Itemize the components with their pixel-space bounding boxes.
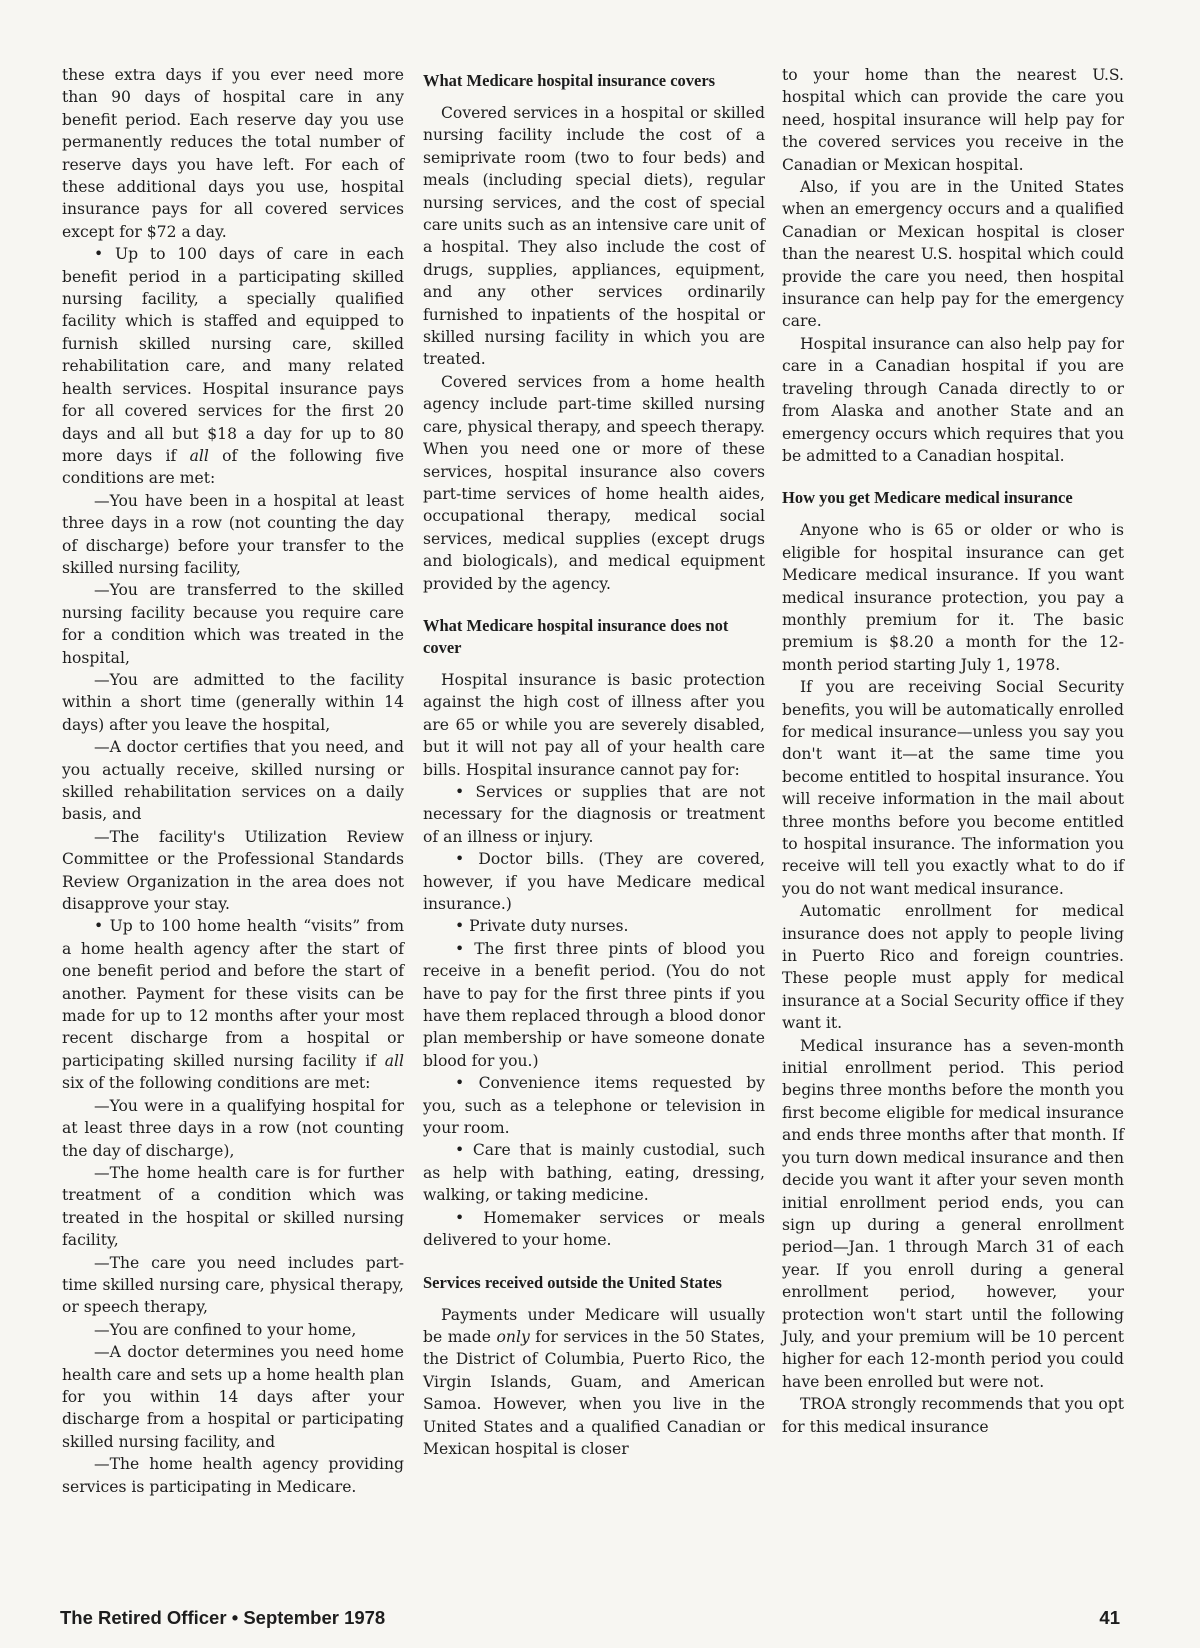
paragraph: Hospital insurance is basic protection against the high cost of illness after you are 65 or while you are severely disabled, but it will not pay all of your health care bills. Hospital insurance cannot pay for: [423, 670, 765, 779]
column-1 [62, 64, 404, 1498]
bullet-glyph: • [94, 245, 104, 264]
paragraph: Anyone who is 65 or older or who is eligible for hospital insurance can get Medicare medical insurance. If you want medical insurance protection, you pay a monthly premium for it. The basic premium is $8.20 a month for the 12-month period starting July 1, 1978. [782, 521, 1124, 674]
page-footer [60, 1607, 1120, 1633]
bullet-paragraph: • Up to 100 days of care in each benefit period in a participating skilled nursing facility, a specially qualified facility which is staffed and equipped to furnish skilled nursing care, skilled rehabilitation care, and many related health services. Hospital insurance pays for all covered services for the first 20 days and all but $18 a day for up to 80 more days if all of the following five conditions are met: [62, 245, 404, 488]
bullet-item: • Care that is mainly custodial, such as help with bathing, eating, dressing, walking, or taking medicine. [423, 1141, 765, 1205]
condition-item: —You were in a qualifying hospital for at least three days in a row (not counting the day of discharge), [62, 1096, 404, 1160]
section-heading: How you get Medicare medical insurance [782, 488, 1073, 508]
bullet-glyph: • [455, 917, 465, 936]
paragraph: Automatic enrollment for medical insurance does not apply to people living in Puerto Rico and foreign countries. These people must apply for medical insurance at a Social Security office if they want it. [782, 902, 1124, 1033]
condition-item: —You are admitted to the facility within a short time (generally within 14 days) after you leave the hospital, [62, 670, 404, 734]
bullet-glyph: • [455, 1141, 465, 1160]
condition-item: —You have been in a hospital at least three days in a row (not counting the day of discharge) before your transfer to the skilled nursing facility, [62, 491, 404, 577]
bullet-glyph: • [94, 917, 104, 936]
bullet-item: • Private duty nurses. [455, 917, 629, 936]
paragraph: TROA strongly recommends that you opt for this medical insurance [782, 1395, 1124, 1436]
bullet-item: • Services or supplies that are not necessary for the diagnosis or treatment of an illness or injury. [423, 782, 765, 846]
condition-item: —A doctor determines you need home health care and sets up a home health plan for you within 14 days after your discharge from a hospital or participating skilled nursing facility, and [62, 1343, 404, 1451]
column-2 [423, 64, 765, 1460]
condition-item: —The home health care is for further treatment of a condition which was treated in the hospital or skilled nursing facility, [62, 1163, 404, 1250]
paragraph: these extra days if you ever need more than 90 days of hospital care in any benefit period. Each reserve day you use permanently reduces the total number of reserve days you have left. For each of these additional days you use, hospital insurance pays for all covered services except for $72 a day. [62, 66, 404, 241]
condition-item: —You are transferred to the skilled nursing facility because you require care for a condition which was treated in the hospital, [62, 581, 404, 667]
condition-item: —The home health agency providing services is participating in Medicare. [62, 1455, 404, 1496]
bullet-item: • Homemaker services or meals delivered to your home. [423, 1208, 765, 1250]
bullet-glyph: • [455, 939, 465, 958]
paragraph: If you are receiving Social Security benefits, you will be automatically enrolled for medical insurance—unless you say you don't want it—at the same time you become entitled to hospital insurance. You will receive information in the mail about three months before you become entitled to hospital insurance. The information you receive will tell you exactly what to do if you do not want medical insurance. [782, 678, 1124, 898]
bullet-glyph: • [455, 850, 465, 869]
condition-item: —A doctor certifies that you need, and you actually receive, skilled nursing or skilled rehabilitation services on a daily basis, and [62, 738, 404, 824]
footer-bullet: • [231, 1607, 239, 1628]
bullet-item: • The first three pints of blood you receive in a benefit period. (You do not have to pay for the first three pints if you have them replaced through a blood donor plan membership or have someone donate blood for you.) [423, 939, 765, 1070]
condition-item: —The care you need includes part-time skilled nursing care, physical therapy, or speech therapy, [62, 1253, 404, 1317]
paragraph: Payments under Medicare will usually be made only for services in the 50 States, the District of Columbia, Puerto Rico, the Virgin Islands, Guam, and American Samoa. However, when you live in the United States and a qualified Canadian or Mexican hospital is closer [423, 1305, 765, 1458]
page-number: 41 [1099, 1607, 1120, 1628]
paragraph: Medical insurance has a seven-month initial enrollment period. This period begins three months before the month you first become eligible for medical insurance and ends three months after that month. If you turn down medical insurance and then decide you want it after your seven month initial enrollment period ends, you can sign up during a general enrollment period—Jan. 1 through March 31 of each year. If you enroll during a general enrollment period, however, your protection won't start until the following July, and your premium will be 10 percent higher for each 12-month period you could have been enrolled but were not. [782, 1036, 1124, 1391]
section-heading: Services received outside the United States [423, 1272, 722, 1292]
condition-item: —You are confined to your home, [94, 1320, 357, 1339]
bullet-glyph: • [455, 782, 465, 801]
bullet-item: • Convenience items requested by you, such as a telephone or television in your room. [423, 1074, 765, 1138]
paragraph: Also, if you are in the United States when an emergency occurs and a qualified Canadian or Mexican hospital is closer than the nearest U.S. hospital which could provide the care you need, then hospital insurance can help pay for the emergency care. [782, 178, 1124, 331]
footer-date: September 1978 [243, 1607, 386, 1628]
paragraph: Covered services in a hospital or skilled nursing facility include the cost of a semiprivate room (two to four beds) and meals (including special diets), regular nursing services, and the cost of special care units such as an intensive care unit of a hospital. They also include the cost of drugs, supplies, appliances, equipment, and any other services ordinarily furnished to inpatients of the hospital or skilled nursing facility in which you are treated. [423, 104, 765, 369]
footer-publication: The Retired Officer • September 1978 [60, 1607, 386, 1628]
section-heading: What Medicare hospital insurance covers [423, 71, 716, 90]
paragraph: to your home than the nearest U.S. hospital which can provide the care you need, hospital insurance will help pay for the covered services you receive in the Canadian or Mexican hospital. [782, 66, 1124, 174]
condition-item: —The facility's Utilization Review Committee or the Professional Standards Review Organization in the area does not disapprove your stay. [62, 827, 404, 914]
column-3 [782, 64, 1124, 1438]
bullet-glyph: • [455, 1208, 465, 1227]
bullet-item: • Doctor bills. (They are covered, however, if you have Medicare medical insurance.) [423, 850, 765, 913]
bullet-glyph: • [455, 1074, 465, 1093]
paragraph: Hospital insurance can also help pay for care in a Canadian hospital if you are traveling through Canada directly to or from Alaska and another State and an emergency occurs which requires that you be admitted to a Canadian hospital. [782, 334, 1124, 465]
paragraph: Covered services from a home health agency include part-time skilled nursing care, physical therapy, and speech therapy. When you need one or more of these services, hospital insurance also covers part-time services of home health aides, occupational therapy, medical social services, medical supplies (except drugs and biologicals), and medical equipment provided by the agency. [423, 372, 765, 593]
section-heading: What Medicare hospital insurance does not cover [423, 615, 729, 657]
bullet-paragraph: • Up to 100 home health “visits” from a home health agency after the start of one benefit period and before the start of another. Payment for these visits can be made for up to 12 months after your most recent discharge from a hospital or participating skilled nursing facility if all six of the following conditions are met: [62, 917, 404, 1093]
